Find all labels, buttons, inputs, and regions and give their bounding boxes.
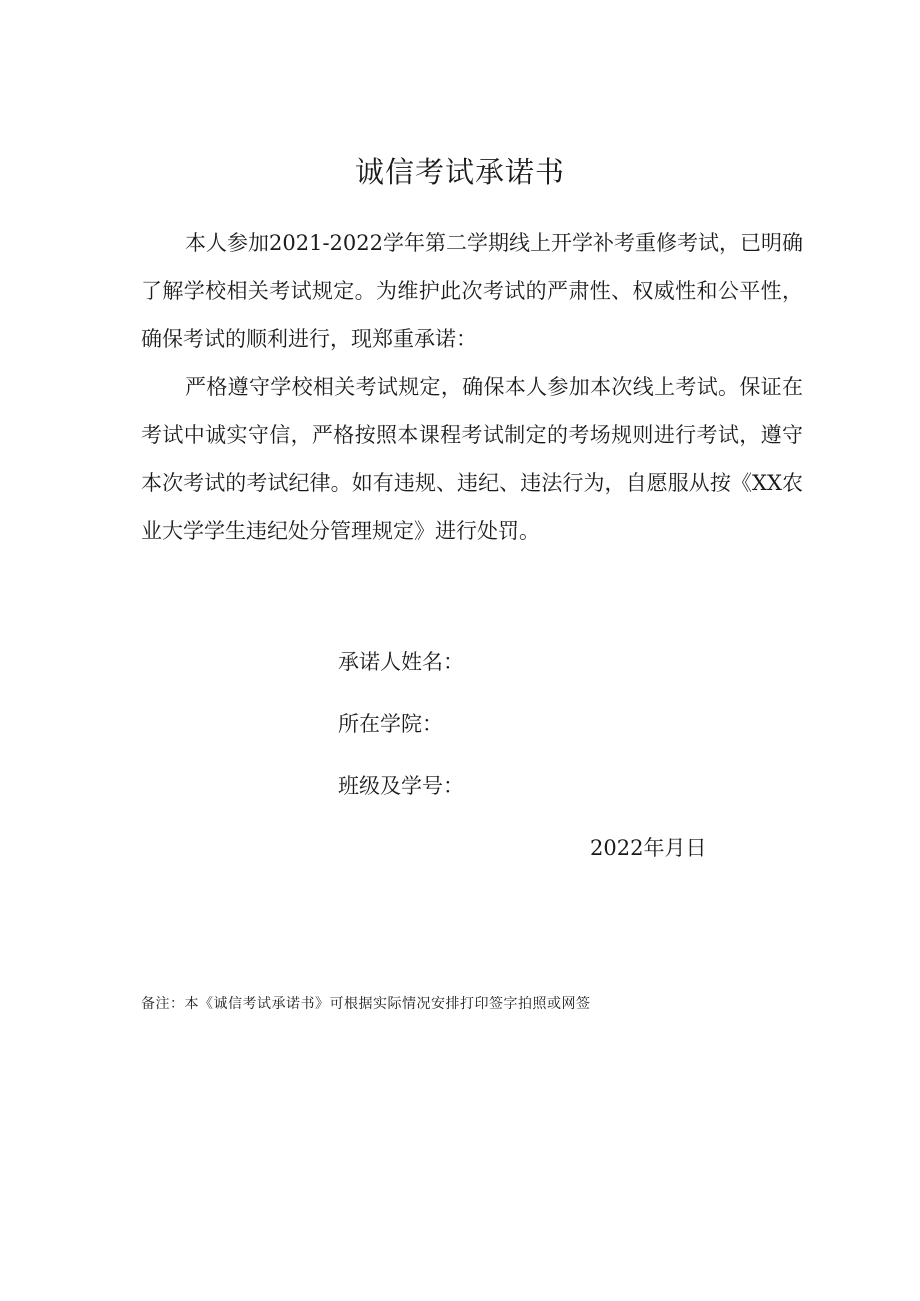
pledge-intro-paragraph: 本人参加2021-2022学年第二学期线上开学补考重修考试，已明确了解学校相关考试规定。为维护此次考试的严肃性、权威性和公平性，确保考试的顺利进行，现郑重承诺： bbox=[141, 231, 803, 351]
pledge-commitment-paragraph: 严格遵守学校相关考试规定，确保本人参加本次线上考试。保证在考试中诚实守信，严格按照本课程考试制定的考场规则进行考试，遵守本次考试的考试纪律。如有违规、违纪、违法行为，自愿服从按《XX农业大学学生违纪处分管理规定》进行处罚。 bbox=[141, 375, 803, 543]
date-line: 2022年月日 bbox=[590, 836, 707, 860]
signer-name-label: 承诺人姓名： bbox=[338, 650, 464, 674]
class-and-student-id-label: 班级及学号： bbox=[338, 774, 464, 798]
document-title: 诚信考试承诺书 bbox=[354, 155, 565, 189]
college-label: 所在学院： bbox=[338, 712, 443, 736]
footnote: 备注：本《诚信考试承诺书》可根据实际情况安排打印签字拍照或网签 bbox=[141, 996, 591, 1012]
